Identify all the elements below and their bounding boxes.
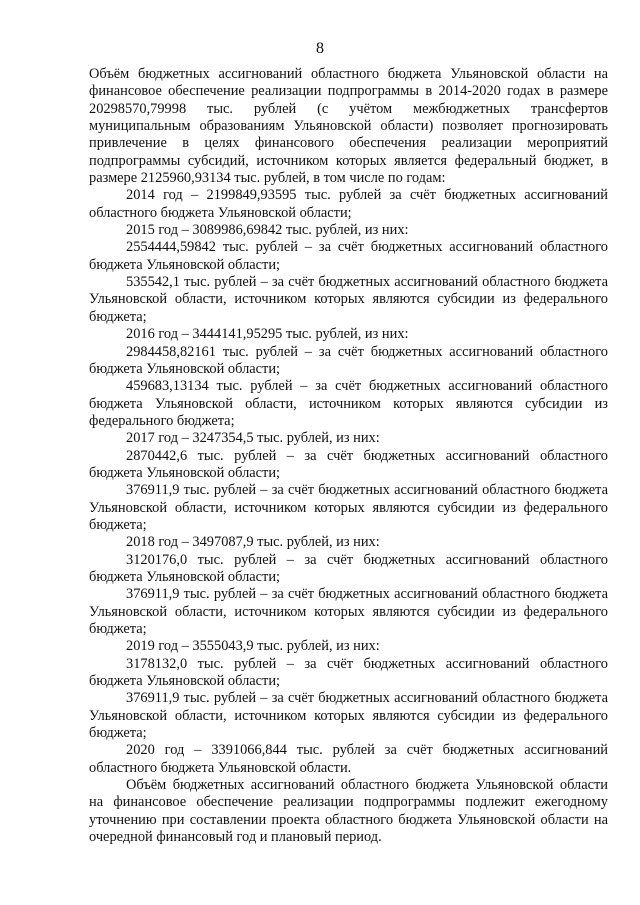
- paragraph: 2020 год – 3391066,844 тыс. рублей за счёт бюджетных ассигнований областного бюджета Ульяновской области.: [89, 742, 608, 776]
- paragraph: 535542,1 тыс. рублей – за счёт бюджетных ассигнований областного бюджета Ульяновской области, источником которых являются субсидии из федерального бюджета;: [89, 274, 608, 325]
- paragraph: 3120176,0 тыс. рублей – за счёт бюджетных ассигнований областного бюджета Ульяновской области;: [89, 551, 608, 585]
- document-body: [89, 66, 608, 846]
- paragraph: 2016 год – 3444141,95295 тыс. рублей, из них:: [126, 326, 409, 343]
- paragraph: 3178132,0 тыс. рублей – за счёт бюджетных ассигнований областного бюджета Ульяновской области;: [89, 655, 608, 690]
- paragraph: 376911,9 тыс. рублей – за счёт бюджетных ассигнований областного бюджета Ульяновской области, источником которых являются субсидии из федерального бюджета;: [89, 482, 608, 533]
- paragraph: 459683,13134 тыс. рублей – за счёт бюджетных ассигнований областного бюджета Ульяновской области, источником которых являются субсидии из федерального бюджета;: [89, 378, 608, 429]
- paragraph: 2870442,6 тыс. рублей – за счёт бюджетных ассигнований областного бюджета Ульяновской области;: [89, 447, 608, 481]
- paragraph: 2015 год – 3089986,69842 тыс. рублей, из них:: [126, 222, 409, 239]
- paragraph: 2984458,82161 тыс. рублей – за счёт бюджетных ассигнований областного бюджета Ульяновской области;: [89, 343, 608, 377]
- paragraph: 2554444,59842 тыс. рублей – за счёт бюджетных ассигнований областного бюджета Ульяновской области;: [89, 239, 608, 273]
- paragraph: 2019 год – 3555043,9 тыс. рублей, из них:: [126, 638, 380, 655]
- page-number: 8: [316, 40, 324, 57]
- paragraph: Объём бюджетных ассигнований областного бюджета Ульяновской области на финансовое обеспечение реализации подпрограммы подлежит ежегодному уточнению при составлении проекта областного бюджета Ульяновской области на очередной финансовый год и плановый период.: [89, 777, 608, 846]
- paragraph: Объём бюджетных ассигнований областного бюджета Ульяновской области на финансовое обеспечение реализации подпрограммы в 2014-2020 годах в размере 20298570,79998 тыс. рублей (с учётом межбюджетных трансфертов муниципальным образованиям Ульяновской области) позволяет прогнозировать привлечение в целях финансового обеспечения реализации мероприятий подпрограммы субсидий, источником которых является федеральный бюджет, в размере 2125960,93134 тыс. рублей, в том числе по годам:: [89, 66, 608, 187]
- paragraph: 376911,9 тыс. рублей – за счёт бюджетных ассигнований областного бюджета Ульяновской области, источником которых являются субсидии из федерального бюджета;: [89, 690, 608, 742]
- paragraph: 2018 год – 3497087,9 тыс. рублей, из них:: [126, 534, 380, 551]
- paragraph: 2017 год – 3247354,5 тыс. рублей, из них:: [126, 430, 380, 447]
- paragraph: 376911,9 тыс. рублей – за счёт бюджетных ассигнований областного бюджета Ульяновской области, источником которых являются субсидии из федерального бюджета;: [89, 586, 608, 637]
- paragraph: 2014 год – 2199849,93595 тыс. рублей за счёт бюджетных ассигнований областного бюджета Ульяновской области;: [89, 187, 608, 221]
